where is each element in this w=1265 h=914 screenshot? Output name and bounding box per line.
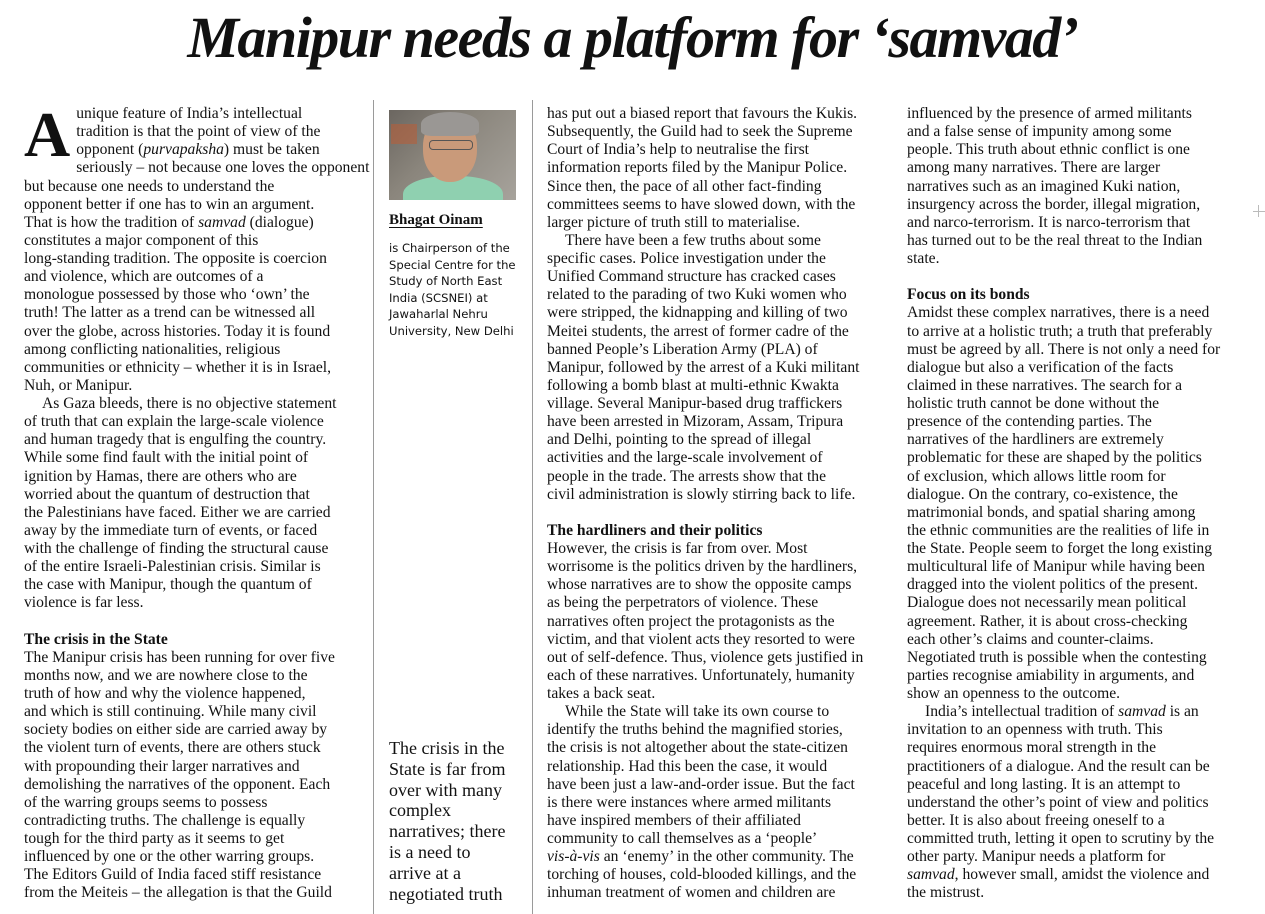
text-line: The Manipur crisis has been running for over five — [24, 648, 335, 666]
pull-quote-line: over with many — [389, 779, 502, 800]
pull-quote-line: is a need to — [389, 841, 471, 862]
text-line — [24, 141, 360, 159]
text-line: among conflicting nationalities, religious — [24, 340, 281, 358]
paragraph — [547, 232, 883, 504]
text-line: with propounding their larger narratives and — [24, 757, 300, 775]
text-line: the violent turn of events, there are others stuck — [24, 739, 321, 757]
text-line: Nuh, or Manipur. — [24, 376, 133, 394]
paragraph — [547, 540, 883, 703]
text-line: among many narratives. There are larger — [907, 159, 1161, 177]
text-line: other party. Manipur needs a platform for — [907, 848, 1166, 866]
text-line: have inspired members of their affiliated — [547, 811, 801, 829]
column-divider — [532, 100, 533, 914]
text-line: has turned out to be the real threat to the Indian — [907, 231, 1203, 249]
text-line: narratives such as an imagined Kuki nation, — [907, 177, 1181, 195]
pull-quote-line: narratives; there — [389, 821, 506, 842]
text-line: have been just a law-and-order issue. But the fact — [547, 775, 855, 793]
italic-term: purvapaksha — [143, 141, 224, 159]
text-line: agreement. Rather, it is about cross-checking — [907, 612, 1188, 630]
text-line: seriously – not because one loves the opponent — [76, 159, 370, 177]
text-line: better. It is also about freeing oneself to a — [907, 811, 1165, 829]
text-line: inhuman treatment of women and children are — [547, 884, 836, 902]
paragraph — [24, 99, 370, 395]
text-line: Subsequently, the Guild had to seek the Supreme — [547, 123, 853, 141]
bio-line: is Chairperson of the — [389, 241, 510, 255]
text-segment: opponent ( — [76, 141, 144, 159]
text-line: problematic for these are shaped by the politics — [907, 449, 1202, 467]
text-line: The Editors Guild of India faced stiff resistance — [24, 866, 322, 884]
text-line: were stripped, the kidnapping and killing of two — [547, 304, 848, 322]
pull-quote-line: negotiated truth — [389, 883, 503, 904]
text-line: As Gaza bleeds, there is no objective statement — [42, 395, 337, 412]
paragraph — [547, 105, 883, 232]
bio-line: India (SCSNEI) at — [389, 290, 488, 305]
text-line: each other’s claims and counter-claims. — [907, 630, 1154, 648]
text-segment: ) must be taken — [223, 141, 320, 159]
author-photo — [389, 110, 516, 200]
headline: Manipur needs a platform for ‘samvad’ — [187, 5, 1078, 70]
text-line: tradition is that the point of view of the — [76, 123, 321, 141]
text-line: demolishing the narratives of the opponent. Each — [24, 775, 331, 793]
text-line: people in the trade. The arrests show that the — [547, 467, 827, 485]
text-line: influenced by the presence of armed militants — [907, 105, 1192, 122]
text-line: influenced by one or the other warring groups. — [24, 848, 315, 866]
italic-term: samvad — [198, 213, 246, 231]
article-column-1 — [24, 99, 370, 903]
text-line: of exclusion, which allows little room for — [907, 467, 1166, 485]
italic-term: samvad — [1118, 703, 1166, 721]
text-line — [24, 214, 360, 232]
text-line: and narco-terrorism. It is narco-terrorism that — [907, 213, 1191, 231]
text-segment: is an — [1165, 703, 1199, 721]
text-line: Negotiated truth is possible when the contesting — [907, 648, 1207, 666]
text-line: the Palestinians have faced. Either we are carried — [24, 503, 331, 521]
paragraph — [24, 395, 360, 613]
drop-cap: A — [24, 99, 71, 170]
text-line: invitation to an openness with truth. This — [907, 721, 1163, 739]
text-line — [907, 703, 1247, 721]
text-line: There have been a few truths about some — [565, 231, 821, 249]
text-line: must be agreed by all. There is not only a need for — [907, 340, 1221, 358]
text-line: ignition by Hamas, there are others who are — [24, 467, 297, 485]
text-line: each of these narratives. Unfortunately, humanity — [547, 666, 855, 684]
text-line: dialogue but also a verification of the facts — [907, 358, 1174, 376]
author-name[interactable]: Bhagat Oinam — [389, 212, 483, 228]
text-line: state. — [907, 250, 940, 267]
text-line: takes a back seat. — [547, 685, 656, 702]
text-line: relationship. Had this been the case, it would — [547, 757, 828, 775]
text-line: of truth that can explain the large-scale violence — [24, 413, 324, 431]
text-line: and a false sense of impunity among some — [907, 123, 1172, 141]
text-line: larger picture of truth still to materialise. — [547, 213, 801, 231]
text-line: Amidst these complex narratives, there is a need — [907, 304, 1210, 322]
author-bio — [389, 240, 524, 340]
text-segment: (dialogue) — [245, 213, 314, 231]
text-line: unique feature of India’s intellectual — [76, 105, 303, 122]
text-line: constitutes a major component of this — [24, 231, 259, 249]
bio-line: Special Centre for the — [389, 257, 516, 272]
text-line: identify the truths behind the magnified stories, — [547, 721, 843, 739]
text-line: activities and the large-scale involvement of — [547, 449, 823, 467]
text-line: multicultural life of Manipur while having been — [907, 558, 1205, 576]
text-line: of the warring groups seems to possess — [24, 793, 268, 811]
text-line: from the Meiteis – the allegation is that the Guild — [24, 884, 332, 902]
text-line: Court of India’s help to neutralise the first — [547, 141, 810, 159]
text-line: practitioners of a dialogue. And the result can be — [907, 757, 1210, 775]
column-divider — [373, 100, 374, 914]
text-line: victim, and that violent acts they resorted to were — [547, 630, 855, 648]
text-line: truth! The latter as a trend can be witnessed all — [24, 304, 316, 322]
text-segment: India’s intellectual tradition of — [925, 703, 1119, 721]
text-line: worrisome is the politics driven by the hardliners, — [547, 558, 858, 576]
text-line: insurgency across the border, illegal migration, — [907, 195, 1201, 213]
text-line: community to call themselves as a ‘people’ — [547, 830, 818, 847]
text-line: and human tragedy that is engulfing the country. — [24, 431, 327, 449]
text-line: understand the other’s point of view and politics — [907, 793, 1209, 811]
crop-mark-icon — [1253, 205, 1265, 217]
text-line: committed truth, letting it open to scrutiny by the — [907, 830, 1215, 847]
pull-quote-line: arrive at a — [389, 862, 461, 883]
text-line: to arrive at a holistic truth; a truth that preferably — [907, 322, 1213, 340]
text-line: parties recognise amiability in arguments, and — [907, 666, 1195, 684]
text-line: Meitei students, the arrest of former cadre of the — [547, 322, 849, 340]
text-line: However, the crisis is far from over. Most — [547, 540, 808, 557]
italic-term: samvad — [907, 866, 955, 884]
text-line: away by the immediate turn of events, or faced — [24, 521, 318, 539]
text-line: but because one needs to understand the — [24, 177, 275, 195]
article-column-4 — [907, 105, 1247, 903]
section-heading: The crisis in the State — [24, 630, 168, 648]
text-line: society bodies on either side are carried away by — [24, 721, 328, 739]
text-line: have been arrested in Mizoram, Assam, Tripura — [547, 413, 844, 431]
text-line: and which is still continuing. While many civil — [24, 703, 317, 721]
text-line: is there were instances where armed militants — [547, 793, 832, 811]
text-line: violence is far less. — [24, 594, 144, 612]
text-line: following a bomb blast at multi-ethnic Kwakta — [547, 376, 839, 394]
text-line: claimed in these narratives. The search for a — [907, 376, 1183, 394]
text-line: peaceful and long lasting. It is an attempt to — [907, 775, 1181, 793]
text-line: contradicting truths. The challenge is equally — [24, 811, 306, 829]
text-line: While the State will take its own course to — [565, 703, 830, 721]
text-line: monologue possessed by those who ‘own’ the — [24, 286, 310, 304]
text-line: opponent better if one has to win an argument. — [24, 195, 315, 213]
text-line: Dialogue does not necessarily mean political — [907, 594, 1187, 612]
text-line: truth of how and why the violence happened, — [24, 685, 306, 702]
text-segment: , however small, amidst the violence and — [954, 866, 1210, 884]
text-line: the mistrust. — [907, 884, 985, 902]
text-line: out of self-defence. Thus, violence gets justified in — [547, 648, 864, 666]
bio-line: Study of North East — [389, 274, 503, 289]
text-segment: That is how the tradition of — [24, 213, 199, 231]
text-line: the case with Manipur, though the quantum of — [24, 576, 312, 594]
text-line: Since then, the pace of all other fact-finding — [547, 177, 822, 195]
text-line: as being the perpetrators of violence. These — [547, 594, 819, 612]
paragraph — [907, 304, 1247, 703]
bio-line: University, New Delhi — [389, 323, 514, 338]
text-line: requires enormous moral strength in the — [907, 739, 1157, 757]
text-line: Unified Command structure has cracked cases — [547, 268, 836, 286]
text-line: the ethnic communities are the realities of life in — [907, 521, 1210, 539]
text-line: banned People’s Liberation Army (PLA) of — [547, 340, 818, 358]
text-line: specific cases. Police investigation under the — [547, 250, 826, 267]
text-line: people. This truth about ethnic conflict is one — [907, 141, 1190, 159]
text-line: months now, and we are nowhere close to the — [24, 666, 308, 684]
paragraph — [547, 703, 883, 902]
text-line: long-standing tradition. The opposite is coercion — [24, 250, 327, 267]
text-line: narratives often project the protagonists as the — [547, 612, 835, 630]
text-line: presence of the contending parties. The — [907, 413, 1152, 431]
text-line: village. Several Manipur-based drug traffickers — [547, 395, 843, 412]
text-line: worried about the quantum of destruction that — [24, 485, 310, 503]
text-line — [907, 866, 1247, 884]
paragraph — [907, 703, 1247, 902]
italic-term: vis-à-vis — [547, 848, 600, 866]
article-column-3 — [547, 105, 883, 903]
text-line — [547, 848, 883, 866]
pull-quote — [389, 738, 505, 904]
text-segment: an ‘enemy’ in the other community. The — [599, 848, 854, 866]
text-line: communities or ethnicity – whether it is in Israel, — [24, 358, 332, 376]
text-line: dialogue. On the contrary, co-existence, the — [907, 485, 1178, 503]
text-line: matrimonial bonds, and spatial sharing among — [907, 503, 1196, 521]
text-line: and violence, which are outcomes of a — [24, 268, 264, 286]
bio-line: Jawaharlal Nehru — [389, 307, 488, 322]
section-heading: The hardliners and their politics — [547, 521, 763, 539]
text-line: with the challenge of finding the structural cause — [24, 540, 329, 557]
text-line: the State. People seem to forget the long existing — [907, 540, 1213, 557]
text-line: and Delhi, pointing to the spread of illegal — [547, 431, 812, 449]
text-line: holistic truth cannot be done without the — [907, 395, 1160, 412]
text-line: dragged into the violent politics of the present. — [907, 576, 1199, 594]
text-line: information reports filed by the Manipur Police. — [547, 159, 848, 177]
pull-quote-line: The crisis in the — [389, 738, 505, 758]
text-line: While some find fault with the initial point of — [24, 449, 309, 467]
text-line: narratives of the hardliners are extremely — [907, 431, 1164, 449]
text-line: torching of houses, cold-blooded killings, and the — [547, 866, 857, 884]
text-line: over the globe, across histories. Today it is found — [24, 322, 331, 340]
text-line: has put out a biased report that favours the Kukis. — [547, 105, 858, 122]
text-line: of the entire Israeli-Palestinian crisis. Similar is — [24, 558, 321, 576]
section-heading: Focus on its bonds — [907, 286, 1030, 304]
text-line: tough for the third party as it seems to get — [24, 830, 285, 847]
text-line: the crisis is not altogether about the state-citizen — [547, 739, 848, 757]
paragraph — [24, 649, 360, 903]
paragraph — [907, 105, 1247, 268]
text-line: Manipur, followed by the arrest of a Kuki militant — [547, 358, 860, 376]
text-line: whose narratives are to show the opposite camps — [547, 576, 852, 594]
text-line: civil administration is slowly stirring back to life. — [547, 485, 856, 503]
text-line: related to the parading of two Kuki women who — [547, 286, 847, 304]
text-line: show an openness to the outcome. — [907, 685, 1121, 702]
text-line: committees seems to have slowed down, with the — [547, 195, 856, 213]
pull-quote-line: complex — [389, 800, 451, 821]
pull-quote-line: State is far from — [389, 758, 506, 779]
